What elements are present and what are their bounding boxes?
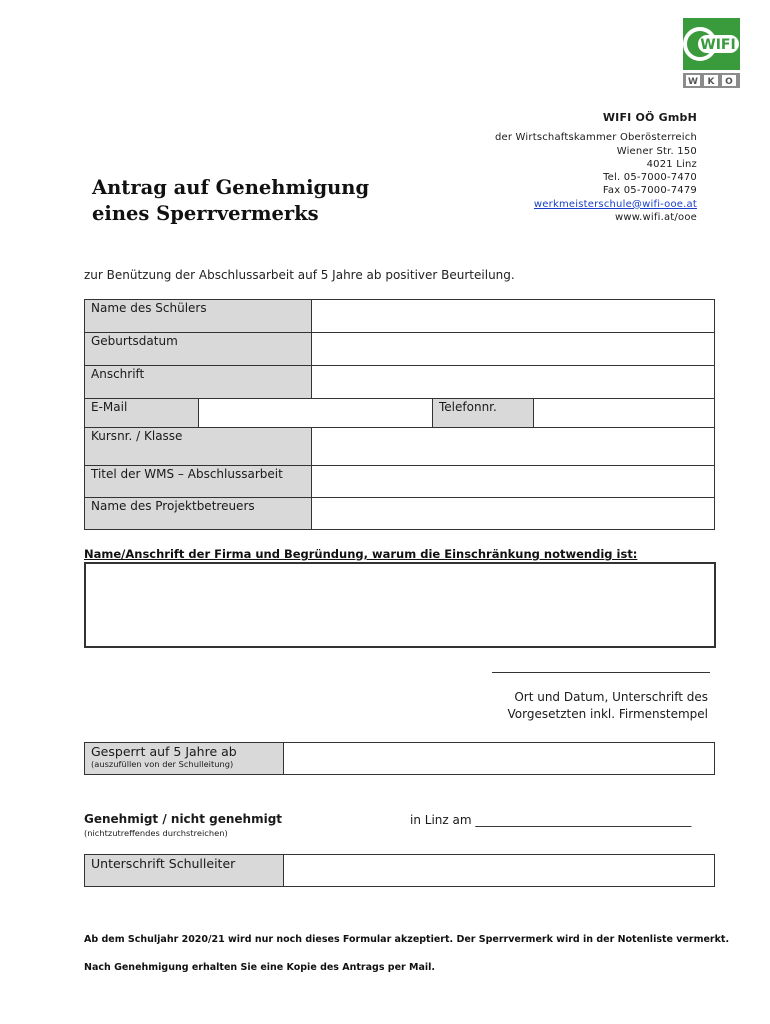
birthdate-label: Geburtsdatum	[84, 332, 312, 366]
signature-caption-line: Vorgesetzten inkl. Firmenstempel	[507, 707, 708, 721]
phone-number: Tel. 05-7000-7470	[603, 172, 697, 184]
address-label: Anschrift	[84, 365, 312, 399]
place-date-field[interactable]: in Linz am ____________________________________	[410, 813, 692, 827]
wifi-wko-logo	[683, 18, 740, 88]
fax-number: Fax 05-7000-7479	[602, 185, 697, 197]
name-field[interactable]	[311, 299, 715, 333]
email-link[interactable]: werkmeisterschule@wifi-ooe.at	[533, 198, 697, 210]
address-line: 4021 Linz	[646, 158, 697, 170]
signature-line[interactable]	[492, 672, 710, 673]
email-field[interactable]	[198, 398, 433, 428]
locked-date-field[interactable]	[283, 742, 715, 775]
thesis-title-label: Titel der WMS – Abschlussarbeit	[84, 465, 312, 498]
footer-note: Nach Genehmigung erhalten Sie eine Kopie des Antrags per Mail.	[84, 962, 436, 973]
approval-label[interactable]: Genehmigt / nicht genehmigt	[84, 812, 283, 826]
course-field[interactable]	[311, 427, 715, 466]
supervisor-label: Name des Projektbetreuers	[84, 497, 312, 530]
intro-text: zur Benützung der Abschlussarbeit auf 5 Jahre ab positiver Beurteilung.	[84, 268, 515, 282]
address-field[interactable]	[311, 365, 715, 399]
locked-label-cell	[84, 742, 284, 775]
title-line: Antrag auf Genehmigung	[92, 176, 370, 199]
reason-heading: Name/Anschrift der Firma und Begründung, warum die Einschränkung notwendig ist:	[84, 547, 638, 561]
supervisor-field[interactable]	[311, 497, 715, 530]
svg-text:W: W	[688, 77, 698, 87]
document-title	[92, 175, 369, 227]
locked-note: (auszufüllen von der Schulleitung)	[91, 759, 234, 769]
name-label: Name des Schülers	[84, 299, 312, 333]
phone-label: Telefonnr.	[432, 398, 534, 428]
svg-text:WIFI: WIFI	[700, 37, 736, 53]
signature-caption-line: Ort und Datum, Unterschrift des	[514, 690, 708, 704]
address-line: der Wirtschaftskammer Oberösterreich	[494, 132, 697, 144]
title-line: eines Sperrvermerks	[92, 202, 319, 225]
email-label: E-Mail	[84, 398, 199, 428]
phone-field[interactable]	[533, 398, 715, 428]
thesis-title-field[interactable]	[311, 465, 715, 498]
website: www.wifi.at/ooe	[614, 212, 697, 224]
locked-label: Gesperrt auf 5 Jahre ab	[91, 744, 237, 759]
company-name: WIFI OÖ GmbH	[602, 111, 697, 124]
approval-note: (nichtzutreffendes durchstreichen)	[84, 828, 228, 838]
svg-text:O: O	[725, 77, 733, 87]
address-line: Wiener Str. 150	[616, 145, 697, 157]
footer-note: Ab dem Schuljahr 2020/21 wird nur noch dieses Formular akzeptiert. Der Sperrvermerk wird in der Notenliste vermerkt.	[84, 934, 730, 945]
address-block	[495, 111, 697, 224]
head-signature-field[interactable]	[283, 854, 715, 887]
birthdate-field[interactable]	[311, 332, 715, 366]
signature-caption	[508, 689, 708, 723]
svg-text:K: K	[707, 77, 715, 87]
head-signature-label: Unterschrift Schulleiter	[84, 854, 284, 887]
course-label: Kursnr. / Klasse	[84, 427, 312, 466]
reason-textarea[interactable]	[84, 562, 716, 648]
